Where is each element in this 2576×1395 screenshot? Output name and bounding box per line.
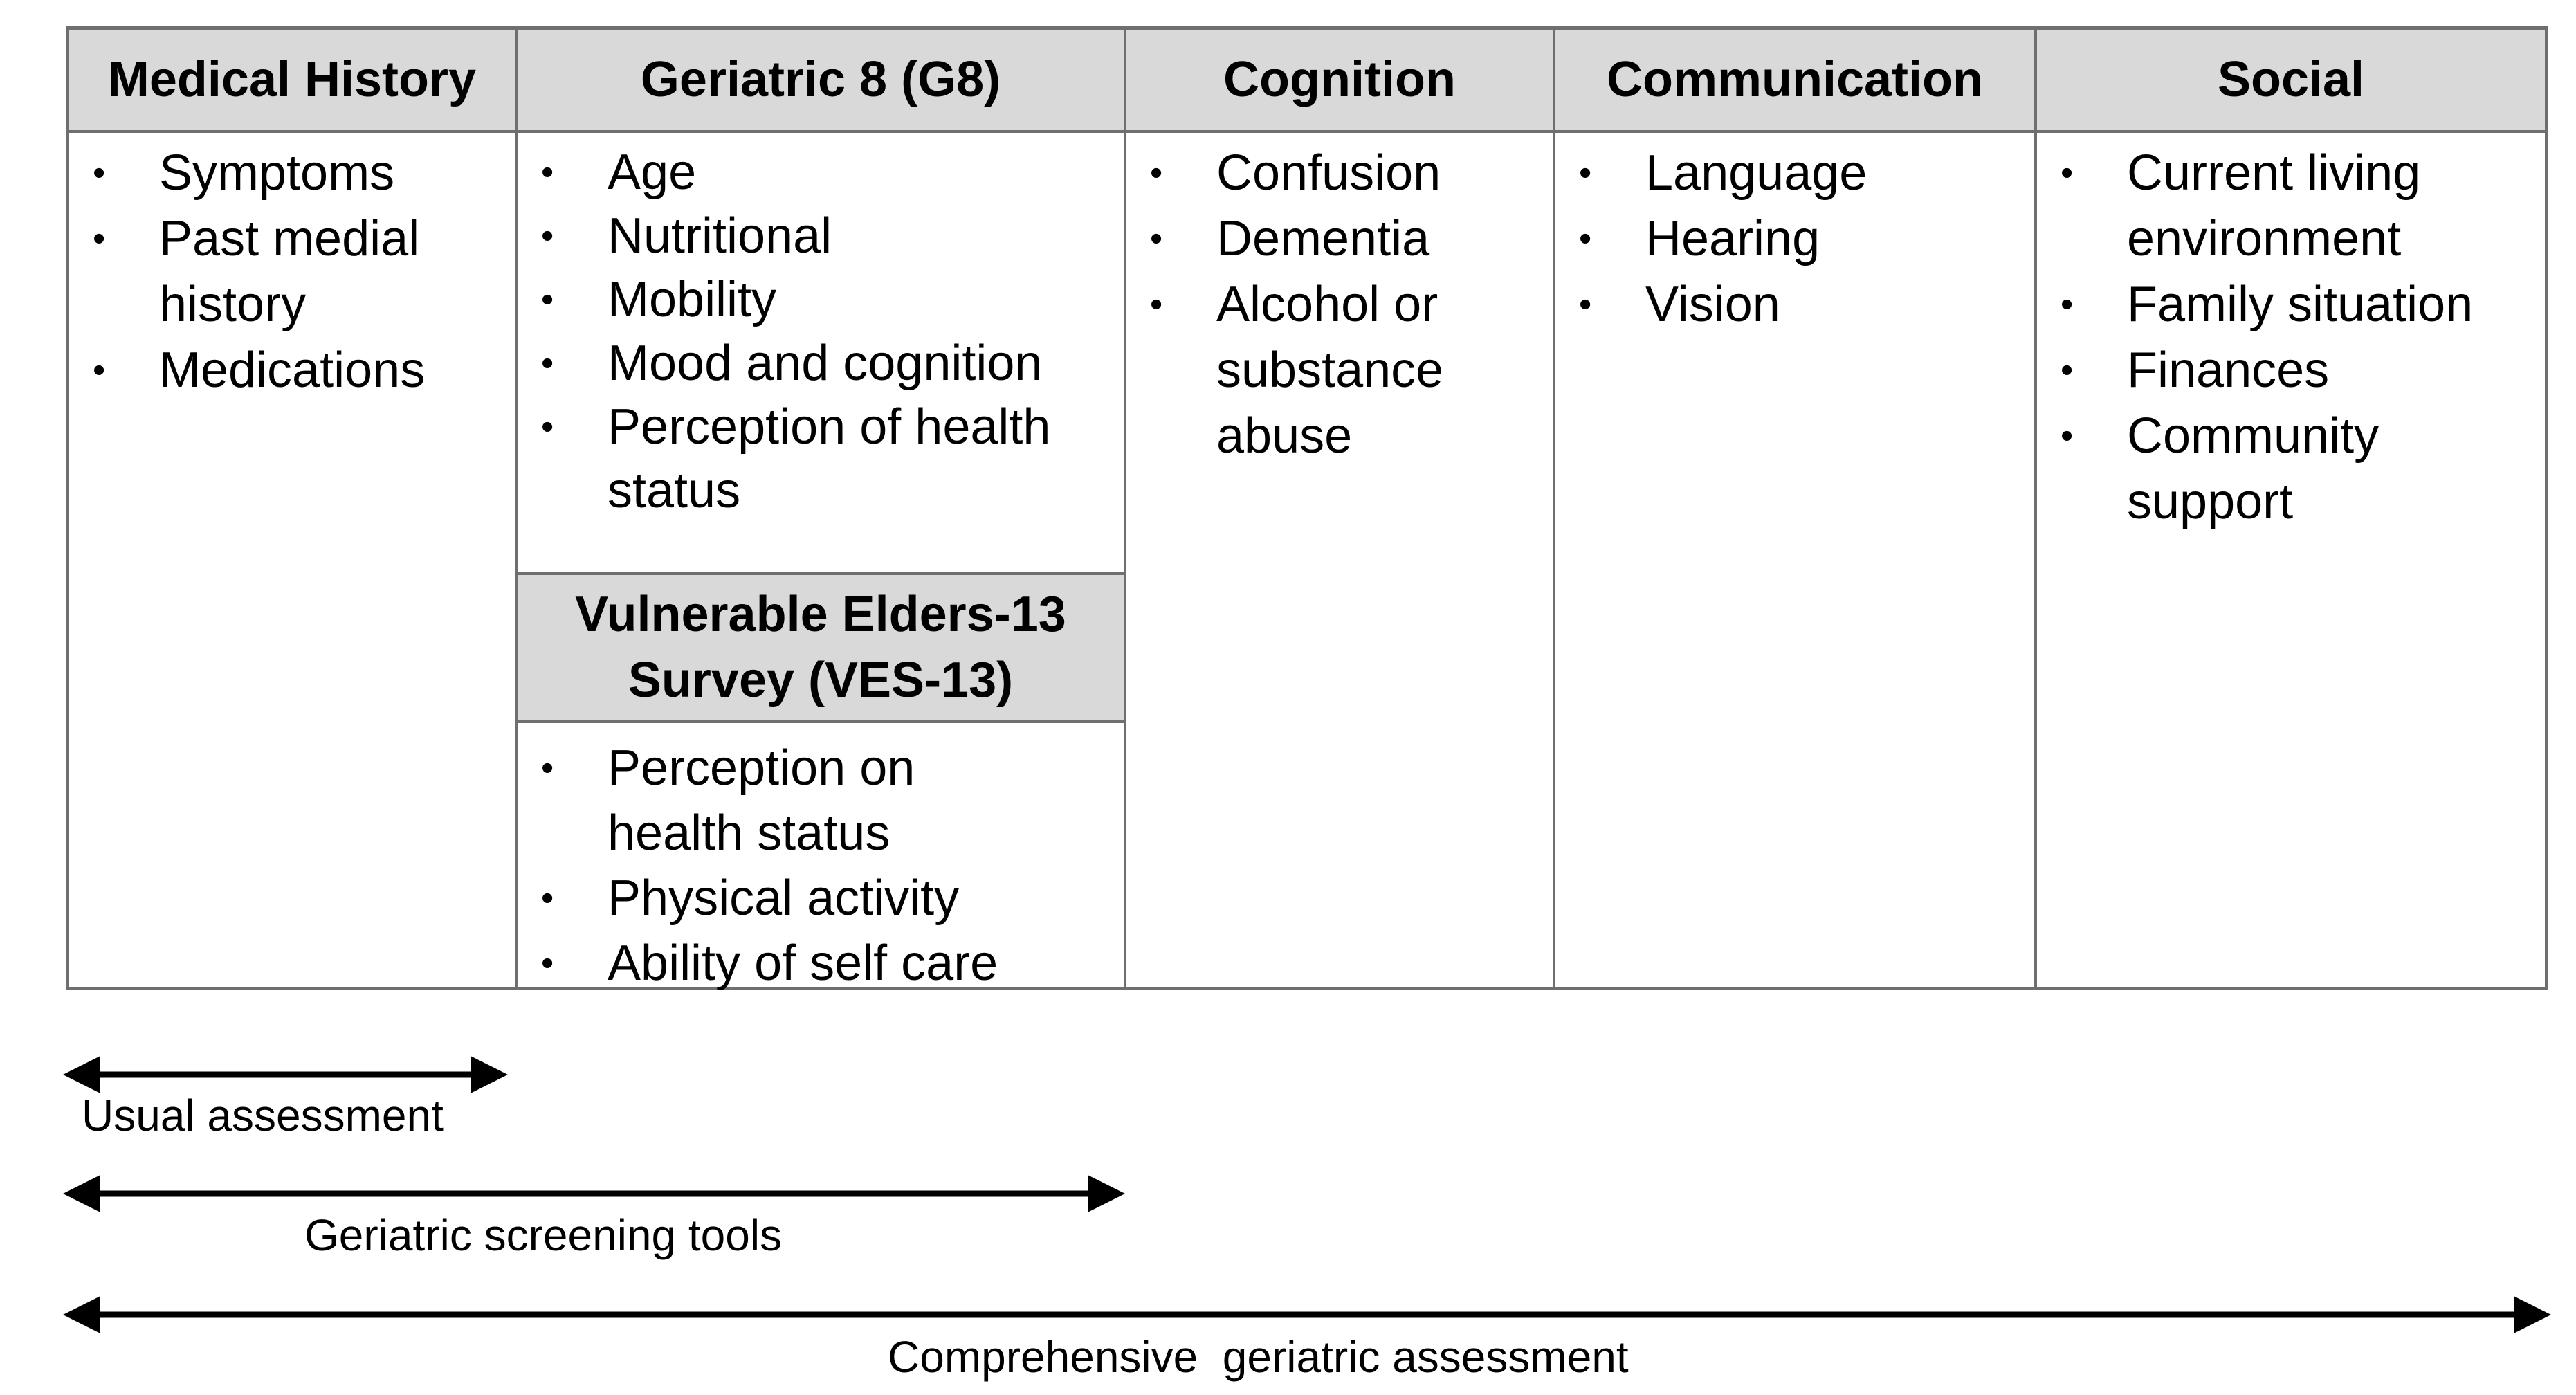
item-text: Perception of health status [608, 399, 1051, 518]
item-text: Perception on health status [608, 740, 915, 861]
item-text: Family situation [2127, 277, 2474, 332]
bullet-icon: • [1579, 153, 1592, 193]
bullet-icon: • [93, 153, 106, 193]
bullet-icon: • [2061, 416, 2074, 456]
item-text: Confusion [1216, 145, 1441, 201]
bullet-icon: • [2061, 284, 2074, 325]
bullet-icon: • [93, 219, 106, 259]
bullet-icon: • [541, 280, 554, 320]
bullet-icon: • [541, 407, 554, 447]
item-text: Past medial history [159, 211, 420, 332]
bullet-icon: • [1150, 284, 1163, 325]
scope-label-comprehensive: Comprehensive geriatric assessment [888, 1332, 1629, 1382]
bullet-icon: • [1150, 219, 1163, 259]
item-text: Language [1645, 145, 1867, 201]
bullet-icon: • [1150, 153, 1163, 193]
column-header: Medical History [69, 30, 515, 133]
bullet-icon: • [541, 343, 554, 383]
scope-label-usual: Usual assessment [82, 1091, 444, 1140]
item-text: Mood and cognition [608, 336, 1043, 391]
bullet-icon: • [541, 152, 554, 192]
column-header: Social [2037, 30, 2545, 133]
item-text: Alcohol or substance abuse [1216, 277, 1444, 464]
subsection-header: Vulnerable Elders-13 Survey (VES-13) [518, 572, 1124, 723]
bullet-icon: • [541, 748, 554, 788]
item-text: Dementia [1216, 211, 1430, 266]
item-text: Current living environment [2127, 145, 2421, 266]
item-text: Mobility [608, 272, 777, 327]
item-text: Symptoms [159, 145, 395, 201]
item-text: Medications [159, 343, 426, 398]
bullet-icon: • [1579, 219, 1592, 259]
item-text: Finances [2127, 343, 2330, 398]
item-text: Age [608, 145, 697, 200]
column-header: Geriatric 8 (G8) [518, 30, 1124, 133]
item-text: Vision [1645, 277, 1780, 332]
bullet-icon: • [541, 943, 554, 983]
bullet-icon: • [541, 878, 554, 918]
item-text: Physical activity [608, 870, 960, 926]
column-header: Communication [1555, 30, 2034, 133]
scope-label-screening: Geriatric screening tools [304, 1210, 783, 1260]
item-text: Hearing [1645, 211, 1820, 266]
bullet-icon: • [2061, 153, 2074, 193]
item-text: Community support [2127, 408, 2379, 529]
bullet-icon: • [2061, 350, 2074, 390]
bullet-icon: • [1579, 284, 1592, 325]
bullet-icon: • [541, 216, 554, 256]
item-text: Nutritional [608, 208, 832, 264]
bullet-icon: • [93, 350, 106, 390]
column-header: Cognition [1126, 30, 1553, 133]
item-text: Ability of self care [608, 936, 998, 991]
